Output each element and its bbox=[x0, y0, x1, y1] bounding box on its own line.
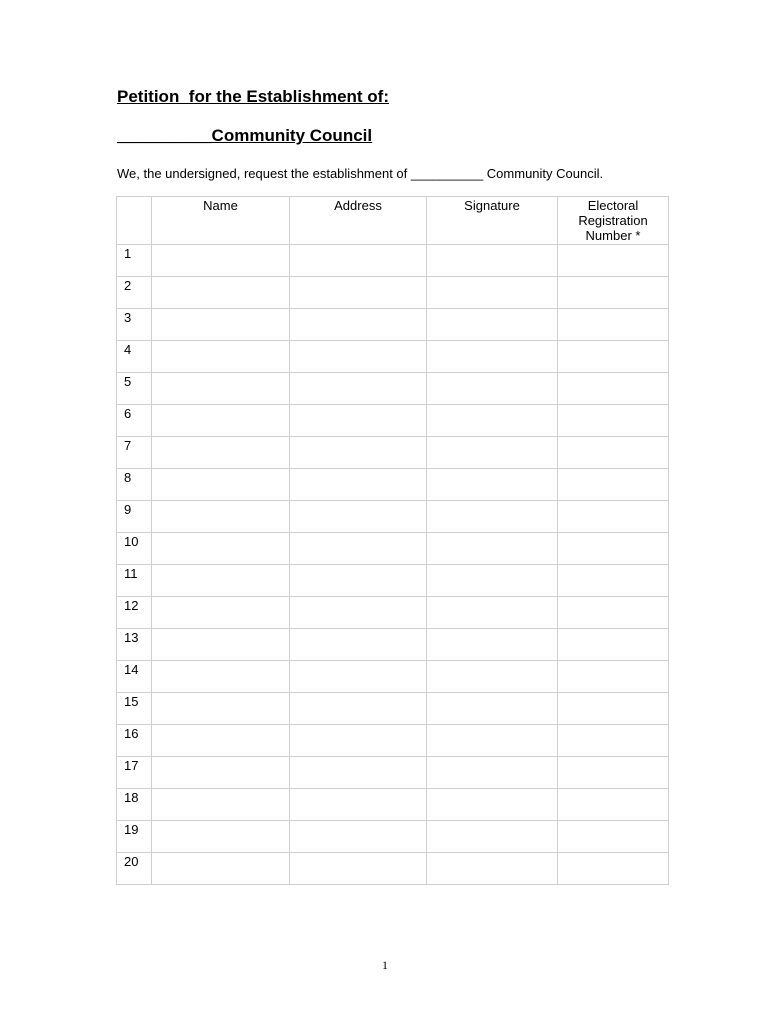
address-cell bbox=[290, 373, 427, 405]
signature-cell bbox=[427, 501, 558, 533]
electoral-number-cell bbox=[558, 245, 669, 277]
electoral-number-cell bbox=[558, 405, 669, 437]
table-row bbox=[117, 757, 669, 789]
electoral-number-cell bbox=[558, 661, 669, 693]
table-row bbox=[117, 341, 669, 373]
name-cell bbox=[152, 341, 290, 373]
address-cell bbox=[290, 821, 427, 853]
name-cell bbox=[152, 693, 290, 725]
row-number: 19 bbox=[117, 821, 152, 853]
row-number: 18 bbox=[117, 789, 152, 821]
signature-cell bbox=[427, 693, 558, 725]
page-number: 1 bbox=[382, 958, 388, 972]
electoral-number-cell bbox=[558, 565, 669, 597]
name-cell bbox=[152, 309, 290, 341]
table-row bbox=[117, 789, 669, 821]
electoral-number-cell bbox=[558, 757, 669, 789]
row-number: 16 bbox=[117, 725, 152, 757]
address-cell bbox=[290, 309, 427, 341]
electoral-number-cell bbox=[558, 629, 669, 661]
electoral-number-cell bbox=[558, 341, 669, 373]
table-row bbox=[117, 725, 669, 757]
signature-cell bbox=[427, 245, 558, 277]
address-cell bbox=[290, 597, 427, 629]
name-cell bbox=[152, 789, 290, 821]
row-number: 17 bbox=[117, 757, 152, 789]
petition-table bbox=[116, 196, 669, 885]
row-number: 1 bbox=[117, 245, 152, 277]
address-cell bbox=[290, 245, 427, 277]
table-row bbox=[117, 245, 669, 277]
signature-cell bbox=[427, 309, 558, 341]
table-row bbox=[117, 853, 669, 885]
address-cell bbox=[290, 277, 427, 309]
electoral-number-cell bbox=[558, 309, 669, 341]
row-number: 6 bbox=[117, 405, 152, 437]
address-cell bbox=[290, 437, 427, 469]
row-number: 4 bbox=[117, 341, 152, 373]
signature-cell bbox=[427, 277, 558, 309]
electoral-number-cell bbox=[558, 853, 669, 885]
electoral-number-cell bbox=[558, 597, 669, 629]
name-cell bbox=[152, 661, 290, 693]
signature-cell bbox=[427, 373, 558, 405]
electoral-number-cell bbox=[558, 373, 669, 405]
signature-cell bbox=[427, 533, 558, 565]
signature-cell bbox=[427, 725, 558, 757]
row-number: 14 bbox=[117, 661, 152, 693]
name-cell bbox=[152, 405, 290, 437]
header-signature: Signature bbox=[427, 197, 558, 245]
table-row bbox=[117, 309, 669, 341]
signature-cell bbox=[427, 469, 558, 501]
row-number: 13 bbox=[117, 629, 152, 661]
address-cell bbox=[290, 725, 427, 757]
address-cell bbox=[290, 341, 427, 373]
table-row bbox=[117, 821, 669, 853]
row-number: 12 bbox=[117, 597, 152, 629]
electoral-number-cell bbox=[558, 789, 669, 821]
address-cell bbox=[290, 565, 427, 597]
table-row bbox=[117, 373, 669, 405]
electoral-number-cell bbox=[558, 533, 669, 565]
name-cell bbox=[152, 245, 290, 277]
signature-cell bbox=[427, 341, 558, 373]
row-number: 9 bbox=[117, 501, 152, 533]
name-cell bbox=[152, 821, 290, 853]
name-cell bbox=[152, 565, 290, 597]
address-cell bbox=[290, 693, 427, 725]
table-row bbox=[117, 597, 669, 629]
table-row bbox=[117, 469, 669, 501]
electoral-number-cell bbox=[558, 725, 669, 757]
row-number: 5 bbox=[117, 373, 152, 405]
table-header-row bbox=[117, 197, 669, 245]
electoral-number-cell bbox=[558, 469, 669, 501]
signature-cell bbox=[427, 597, 558, 629]
name-cell bbox=[152, 725, 290, 757]
header-address: Address bbox=[290, 197, 427, 245]
signature-cell bbox=[427, 405, 558, 437]
electoral-number-cell bbox=[558, 501, 669, 533]
row-number: 11 bbox=[117, 565, 152, 597]
row-number: 20 bbox=[117, 853, 152, 885]
row-number: 2 bbox=[117, 277, 152, 309]
signature-cell bbox=[427, 821, 558, 853]
table-row bbox=[117, 693, 669, 725]
address-cell bbox=[290, 405, 427, 437]
row-number: 15 bbox=[117, 693, 152, 725]
table-row bbox=[117, 533, 669, 565]
address-cell bbox=[290, 661, 427, 693]
electoral-number-cell bbox=[558, 821, 669, 853]
electoral-number-cell bbox=[558, 437, 669, 469]
electoral-number-cell bbox=[558, 693, 669, 725]
table-row bbox=[117, 565, 669, 597]
table-row bbox=[117, 501, 669, 533]
address-cell bbox=[290, 533, 427, 565]
name-cell bbox=[152, 469, 290, 501]
name-cell bbox=[152, 629, 290, 661]
address-cell bbox=[290, 757, 427, 789]
table-row bbox=[117, 405, 669, 437]
signature-cell bbox=[427, 757, 558, 789]
name-cell bbox=[152, 757, 290, 789]
name-cell bbox=[152, 597, 290, 629]
header-electoral-registration-number: Electoral Registration Number * bbox=[558, 197, 669, 245]
row-number: 8 bbox=[117, 469, 152, 501]
signature-cell bbox=[427, 437, 558, 469]
address-cell bbox=[290, 789, 427, 821]
table-row bbox=[117, 661, 669, 693]
address-cell bbox=[290, 501, 427, 533]
petition-table-body bbox=[117, 245, 669, 885]
signature-cell bbox=[427, 629, 558, 661]
page-title: Petition for the Establishment of: bbox=[117, 87, 390, 106]
name-cell bbox=[152, 437, 290, 469]
address-cell bbox=[290, 469, 427, 501]
signature-cell bbox=[427, 565, 558, 597]
electoral-number-cell bbox=[558, 277, 669, 309]
row-number: 7 bbox=[117, 437, 152, 469]
name-cell bbox=[152, 277, 290, 309]
table-row bbox=[117, 437, 669, 469]
signature-cell bbox=[427, 853, 558, 885]
table-row bbox=[117, 277, 669, 309]
signature-cell bbox=[427, 789, 558, 821]
header-number bbox=[117, 197, 152, 245]
row-number: 10 bbox=[117, 533, 152, 565]
row-number: 3 bbox=[117, 309, 152, 341]
header-name: Name bbox=[152, 197, 290, 245]
page-subtitle: __________Community Council bbox=[117, 126, 373, 145]
intro-text: We, the undersigned, request the establishment of __________ Community Council. bbox=[117, 166, 604, 181]
name-cell bbox=[152, 853, 290, 885]
signature-cell bbox=[427, 661, 558, 693]
name-cell bbox=[152, 373, 290, 405]
address-cell bbox=[290, 853, 427, 885]
name-cell bbox=[152, 501, 290, 533]
name-cell bbox=[152, 533, 290, 565]
address-cell bbox=[290, 629, 427, 661]
table-row bbox=[117, 629, 669, 661]
